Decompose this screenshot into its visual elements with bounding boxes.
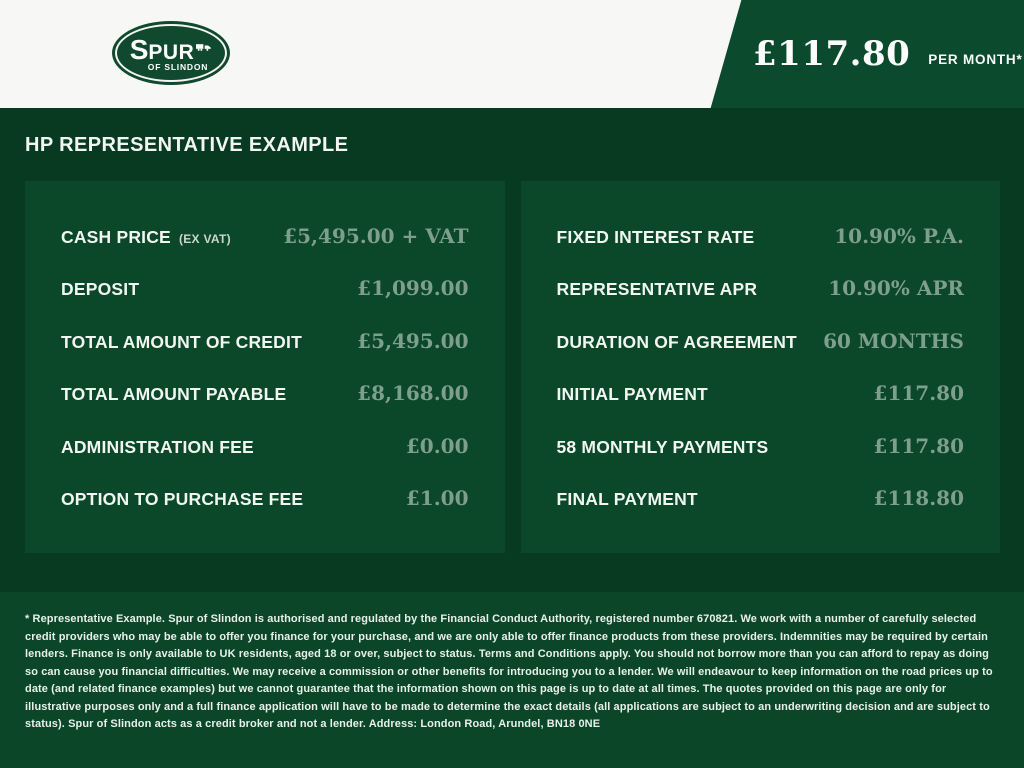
- dealer-logo: [112, 21, 230, 85]
- finance-row: [61, 276, 469, 300]
- row-label: DEPOSIT: [61, 279, 140, 300]
- row-label: TOTAL AMOUNT OF CREDIT: [61, 331, 302, 352]
- monthly-price-block: [753, 0, 1023, 108]
- row-value: £1,099.00: [357, 276, 469, 301]
- row-label: FIXED INTEREST RATE: [556, 226, 755, 247]
- logo-initial: S: [129, 34, 149, 66]
- logo-name-rest: PUR: [148, 41, 195, 65]
- finance-row: [61, 486, 469, 510]
- row-label: CASH PRICE: [61, 226, 171, 247]
- row-value: £117.80: [873, 433, 964, 458]
- finance-panel-left: [25, 181, 505, 553]
- disclaimer-text: * Representative Example. Spur of Slindon is authorised and regulated by the Financial Conduct Authority, registered number 670821. We work with a number of carefully selected credit providers who may be able to offer you finance for your purchase, and we are only able to offer finance products from these providers. Indemnities may be required by certain lenders. Finance is only available to UK residents, aged 18 or over, subject to status. Terms and Conditions apply. You should not borrow more than you can afford to repay as doing so can cause you financial difficulties. We may receive a commission or other benefits for introducing you to a lender. We will endeavour to keep information on the road prices up to date (and related finance examples) but we cannot guarantee that the information shown on this page is up to date at all times. The quotes provided on this page are only for illustrative purposes only and a full finance application will have to be made to determine the exact details (all applications are subject to an underwriting decision and are subject to status). Spur of Slindon acts as a credit broker and not a lender. Address: London Road, Arundel, BN18 0NE: [25, 613, 993, 730]
- row-value: £0.00: [405, 433, 469, 458]
- row-label: TOTAL AMOUNT PAYABLE: [61, 384, 287, 405]
- row-label: OPTION TO PURCHASE FEE: [61, 489, 304, 510]
- section-title: HP REPRESENTATIVE EXAMPLE: [25, 134, 349, 156]
- row-value: £5,495.00 + VAT: [283, 223, 469, 248]
- finance-row: [557, 276, 965, 300]
- disclaimer-footer: [0, 592, 1024, 768]
- row-label: DURATION OF AGREEMENT: [556, 331, 797, 352]
- monthly-price: £117.80: [753, 34, 911, 74]
- finance-row: [557, 381, 965, 405]
- row-value: 10.90% P.A.: [834, 223, 964, 248]
- row-value: 60 MONTHS: [823, 328, 964, 353]
- monthly-price-suffix: PER MONTH*: [928, 51, 1023, 67]
- row-label: INITIAL PAYMENT: [556, 384, 708, 405]
- finance-panel-right: [521, 181, 1001, 553]
- finance-row: [557, 434, 965, 458]
- row-value: £117.80: [873, 381, 964, 406]
- finance-row: [557, 224, 965, 248]
- finance-example-section: [0, 108, 1024, 592]
- row-value: 10.90% APR: [828, 276, 964, 301]
- finance-row: [61, 434, 469, 458]
- finance-row: [61, 381, 469, 405]
- truck-icon: [196, 39, 212, 55]
- dealer-logo-name: [130, 36, 213, 64]
- finance-row: [61, 224, 469, 248]
- row-value: £5,495.00: [357, 328, 469, 353]
- finance-row: [61, 329, 469, 353]
- row-value: £118.80: [873, 486, 964, 511]
- row-label: ADMINISTRATION FEE: [61, 436, 254, 457]
- row-sublabel: (EX VAT): [178, 231, 231, 246]
- row-label: REPRESENTATIVE APR: [556, 279, 758, 300]
- page-header: [0, 0, 1024, 108]
- row-label: 58 MONTHLY PAYMENTS: [556, 436, 769, 457]
- finance-row: [557, 486, 965, 510]
- dealer-logo-subname: OF SLINDON: [147, 62, 209, 73]
- row-label: FINAL PAYMENT: [556, 489, 698, 510]
- row-value: £8,168.00: [357, 381, 469, 406]
- finance-row: [557, 329, 965, 353]
- finance-panels: [25, 181, 1000, 553]
- row-value: £1.00: [405, 486, 469, 511]
